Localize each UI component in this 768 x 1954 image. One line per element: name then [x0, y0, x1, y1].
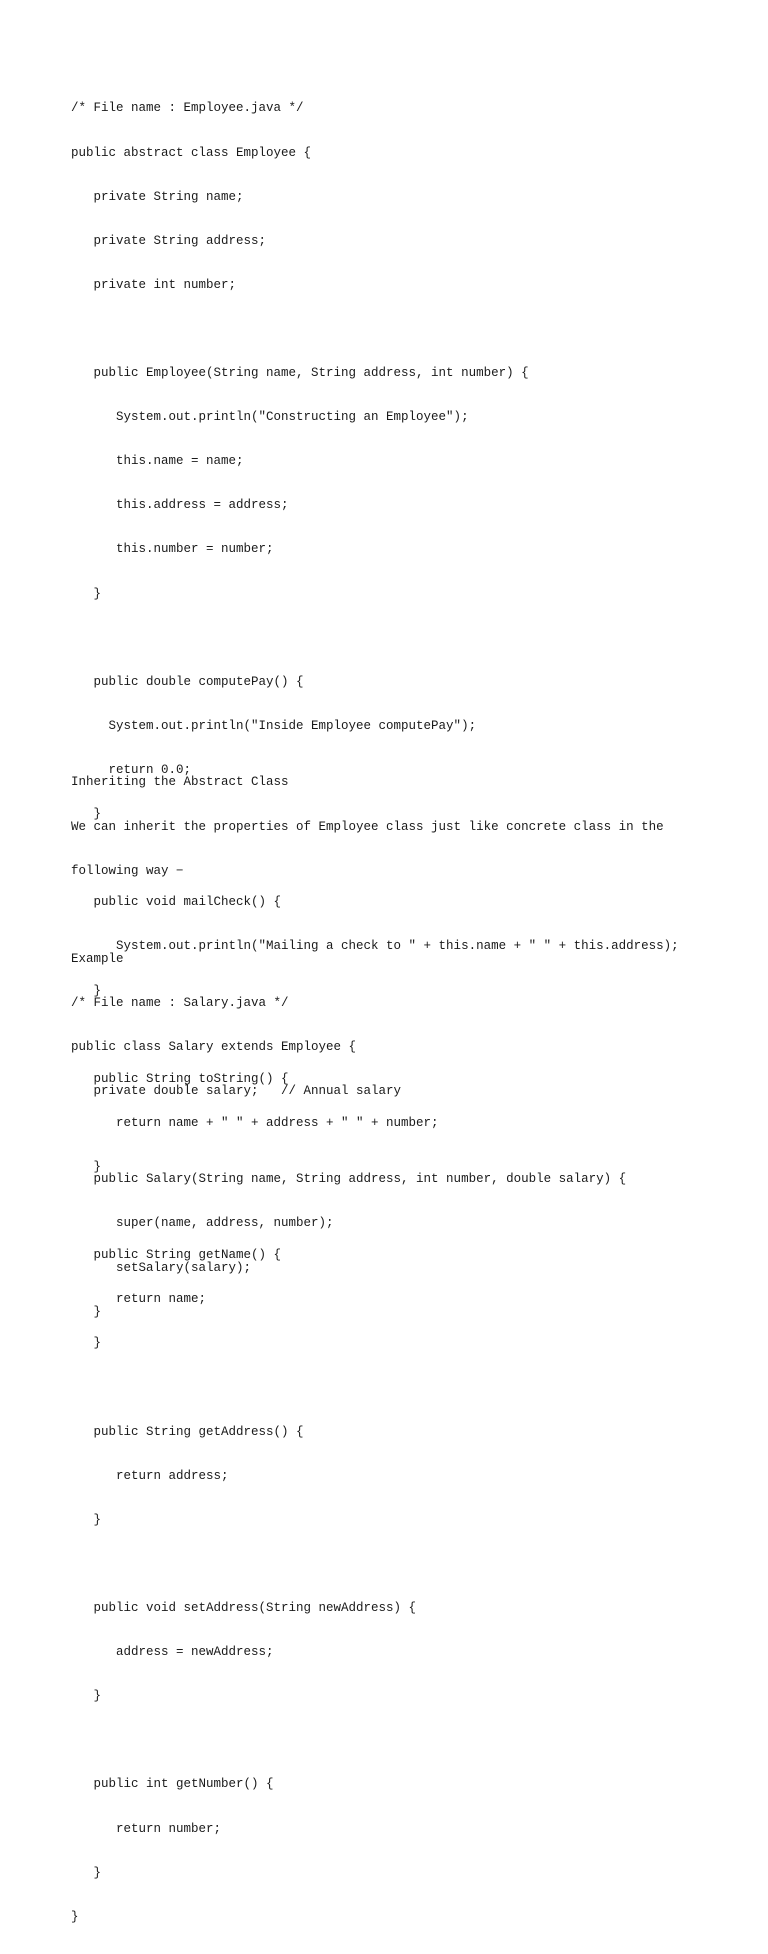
code-line: /* File name : Employee.java */	[71, 101, 304, 116]
code-line: public abstract class Employee {	[71, 145, 312, 160]
code-line: private int number;	[71, 277, 237, 292]
code-line: private double salary; // Annual salary	[71, 1084, 402, 1099]
code-line: return name + " " + address + " " + number;	[71, 1115, 439, 1130]
code-line: public String getAddress() {	[71, 1424, 304, 1439]
code-line: public String getName() {	[71, 1248, 282, 1263]
code-line: public Employee(String name, String address, int number) {	[71, 366, 529, 381]
code-line: return address;	[71, 1468, 229, 1483]
code-line: setSalary(salary);	[71, 1260, 252, 1275]
code-line: }	[71, 1304, 102, 1319]
code-line: public String toString() {	[71, 1071, 289, 1086]
code-line: public void setAddress(String newAddress) {	[71, 1601, 417, 1616]
inheritance-section	[71, 746, 664, 1349]
code-line: }	[71, 1909, 79, 1924]
code-line: address = newAddress;	[71, 1645, 274, 1660]
code-line: }	[71, 1336, 102, 1351]
code-line: }	[71, 1689, 102, 1704]
code-line	[71, 1128, 664, 1143]
code-line	[71, 1557, 679, 1572]
section-heading: Inheriting the Abstract Class	[71, 775, 289, 790]
code-line	[71, 631, 679, 646]
code-line: public Salary(String name, String address, int number, double salary) {	[71, 1172, 627, 1187]
code-line: return name;	[71, 1292, 207, 1307]
code-line: }	[71, 1865, 102, 1880]
code-line: this.name = name;	[71, 454, 244, 469]
code-line: }	[71, 586, 102, 601]
paragraph-line: following way −	[71, 863, 184, 878]
code-line: /* File name : Salary.java */	[71, 995, 289, 1010]
example-label: Example	[71, 951, 124, 966]
code-line: public double computePay() {	[71, 674, 304, 689]
code-line	[71, 1381, 679, 1396]
code-line	[71, 322, 679, 337]
code-line: this.number = number;	[71, 542, 274, 557]
code-line: public int getNumber() {	[71, 1777, 274, 1792]
code-line: private String address;	[71, 233, 267, 248]
code-line: System.out.println("Constructing an Employee");	[71, 410, 469, 425]
code-line	[71, 1733, 679, 1748]
code-line: this.address = address;	[71, 498, 289, 513]
code-line: super(name, address, number);	[71, 1216, 334, 1231]
code-line: public void mailCheck() {	[71, 895, 282, 910]
code-line: private String name;	[71, 189, 244, 204]
code-line: System.out.println("Mailing a check to " + this.name + " " + this.address);	[71, 939, 679, 954]
code-line: return number;	[71, 1821, 222, 1836]
code-line: public class Salary extends Employee {	[71, 1040, 357, 1055]
code-line: System.out.println("Inside Employee computePay");	[71, 718, 477, 733]
code-line: }	[71, 983, 102, 998]
code-line: }	[71, 807, 102, 822]
blank-line	[71, 908, 664, 923]
paragraph-line: We can inherit the properties of Employee class just like concrete class in the	[71, 819, 664, 834]
code-line: }	[71, 1512, 102, 1527]
code-line: return 0.0;	[71, 763, 192, 778]
code-line: }	[71, 1159, 102, 1174]
